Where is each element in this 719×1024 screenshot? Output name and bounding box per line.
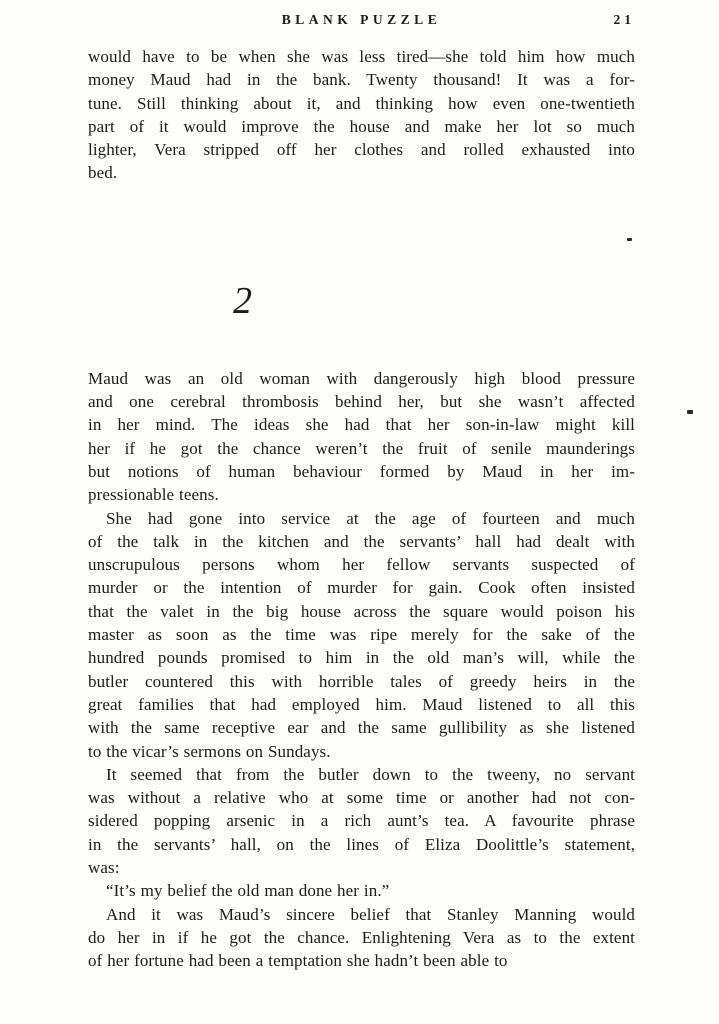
- text-line: great families that had employed him. Maud listened to all this: [88, 694, 635, 714]
- text-line: butler countered this with horrible tales of greedy heirs in the: [88, 671, 635, 691]
- text-line: her if he got the chance weren’t the fruit of senile maunderings: [88, 438, 635, 458]
- text-line: “It’s my belief the old man done her in.”: [106, 881, 390, 901]
- paragraph: [88, 507, 635, 763]
- text-line: to the vicar’s sermons on Sundays.: [88, 741, 331, 761]
- text-block: [88, 45, 635, 973]
- text-line: would have to be when she was less tired—she told him how much: [88, 47, 635, 66]
- text-line: money Maud had in the bank. Twenty thousand! It was a for-: [88, 70, 635, 90]
- text-line: but notions of human behaviour formed by Maud in her im-: [88, 461, 635, 481]
- running-title: BLANK PUZZLE: [281, 12, 442, 27]
- text-line: was without a relative who at some time or another had not con-: [88, 788, 635, 808]
- text-line: master as soon as the time was ripe merely for the sake of the: [88, 625, 635, 645]
- text-line: pressionable teens.: [88, 485, 219, 505]
- text-line: sidered popping arsenic in a rich aunt’s tea. A favourite phrase: [88, 811, 635, 831]
- page-number: 21: [613, 12, 635, 27]
- text-line: It seemed that from the butler down to the tweeny, no servant: [106, 764, 635, 784]
- text-line: of the talk in the kitchen and the servants’ hall had dealt with: [88, 531, 635, 551]
- text-line: And it was Maud’s sincere belief that Stanley Manning would: [106, 904, 635, 924]
- scan-speck: [627, 238, 632, 241]
- text-line: tune. Still thinking about it, and thinking how even one-twentieth: [88, 93, 635, 113]
- page-header: [88, 12, 635, 29]
- text-line: hundred pounds promised to him in the old man’s will, while the: [88, 648, 635, 668]
- paragraph: [88, 903, 635, 973]
- paragraph: [88, 879, 635, 902]
- opening-paragraphs: [88, 45, 635, 185]
- text-line: was:: [88, 858, 120, 878]
- text-line: unscrupulous persons whom her fellow servants suspected of: [88, 555, 635, 575]
- text-line: She had gone into service at the age of fourteen and much: [106, 508, 635, 528]
- text-line: bed.: [88, 163, 118, 183]
- text-line: lighter, Vera stripped off her clothes and rolled exhausted into: [88, 140, 635, 160]
- paragraph: [88, 763, 635, 879]
- text-line: in the servants’ hall, on the lines of Eliza Doolittle’s statement,: [88, 834, 635, 854]
- chapter-paragraphs: [88, 367, 635, 973]
- text-line: with the same receptive ear and the same gullibility as she listened: [88, 718, 635, 738]
- chapter-number: 2: [233, 279, 253, 322]
- text-line: in her mind. The ideas she had that her son-in-law might kill: [88, 415, 635, 435]
- paragraph: [88, 45, 635, 185]
- text-line: of her fortune had been a temptation she hadn’t been able to: [88, 951, 508, 971]
- text-line: Maud was an old woman with dangerously high blood pressure: [88, 368, 635, 388]
- text-line: murder or the intention of murder for gain. Cook often insisted: [88, 578, 635, 598]
- text-line: part of it would improve the house and make her lot so much: [88, 116, 635, 136]
- text-line: that the valet in the big house across the square would poison his: [88, 601, 635, 621]
- scan-speck: [687, 410, 693, 414]
- paragraph: [88, 367, 635, 507]
- text-line: and one cerebral thrombosis behind her, but she wasn’t affected: [88, 392, 635, 412]
- text-line: do her in if he got the chance. Enlightening Vera as to the extent: [88, 927, 635, 947]
